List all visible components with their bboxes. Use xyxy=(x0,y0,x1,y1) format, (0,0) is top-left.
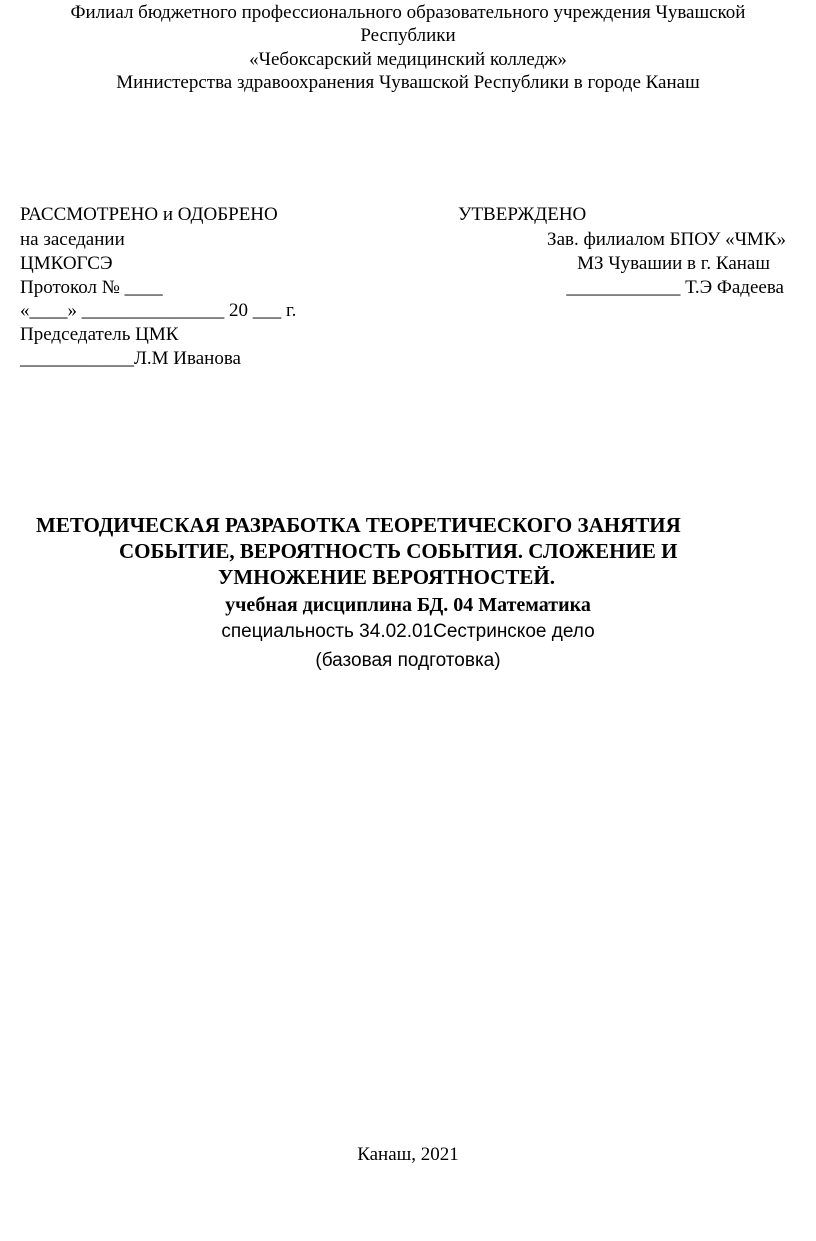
institution-name-line-1: Филиал бюджетного профессионального образовательного учреждения Чувашской xyxy=(70,2,746,23)
specialty-line: специальность 34.02.01Сестринское дело xyxy=(221,621,595,642)
college-name: «Чебоксарский медицинский колледж» xyxy=(249,49,567,70)
reviewed-meeting: на заседании xyxy=(20,229,125,250)
reviewed-committee: ЦМКОГСЭ xyxy=(20,253,113,274)
approved-signature: ____________ Т.Э Фадеева xyxy=(566,277,784,298)
discipline-line: учебная дисциплина БД. 04 Математика xyxy=(225,594,591,616)
document-title-line-2: СОБЫТИЕ, ВЕРОЯТНОСТЬ СОБЫТИЯ. СЛОЖЕНИЕ И xyxy=(119,539,678,563)
approved-organization: МЗ Чувашии в г. Канаш xyxy=(577,253,770,274)
document-title-line-1: МЕТОДИЧЕСКАЯ РАЗРАБОТКА ТЕОРЕТИЧЕСКОГО ЗАНЯТИЯ xyxy=(36,513,681,537)
reviewed-title: РАССМОТРЕНО и ОДОБРЕНО xyxy=(20,204,278,225)
place-and-year: Канаш, 2021 xyxy=(357,1144,459,1165)
ministry-name: Министерства здравоохранения Чувашской Республики в городе Канаш xyxy=(116,72,700,93)
institution-name-line-2: Республики xyxy=(360,25,456,46)
reviewed-protocol: Протокол № ____ xyxy=(20,277,163,298)
document-title-line-3: УМНОЖЕНИЕ ВЕРОЯТНОСТЕЙ. xyxy=(218,565,555,589)
approved-title: УТВЕРЖДЕНО xyxy=(458,204,587,225)
approved-position: Зав. филиалом БПОУ «ЧМК» xyxy=(547,229,786,250)
reviewed-date: «____» _______________ 20 ___ г. xyxy=(20,300,297,321)
committee-chair-signature: ____________Л.М Иванова xyxy=(20,348,241,369)
committee-chair-label: Председатель ЦМК xyxy=(20,324,179,345)
training-level-line: (базовая подготовка) xyxy=(315,650,501,671)
